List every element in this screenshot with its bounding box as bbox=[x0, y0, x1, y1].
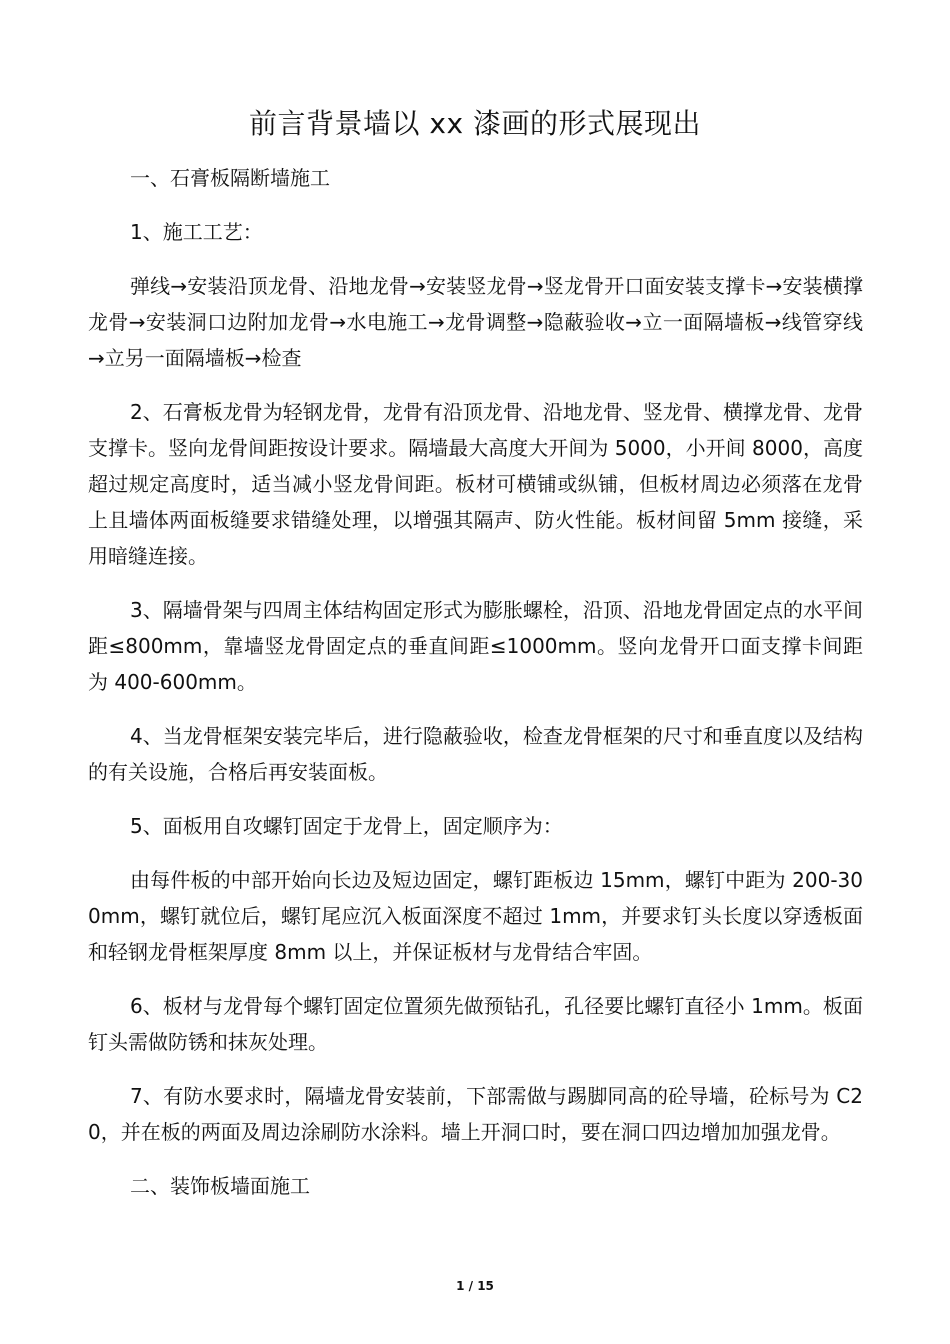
document-title: 前言背景墙以 xx 漆画的形式展现出 bbox=[249, 107, 701, 140]
paragraph-item-4: 4、当龙骨框架安装完毕后，进行隐蔽验收，检查龙骨框架的尺寸和垂直度以及结构的有关设施，合格后再安装面板。 bbox=[88, 724, 863, 784]
paragraph-item-6: 6、板材与龙骨每个螺钉固定位置须先做预钻孔，孔径要比螺钉直径小 1mm。板面钉头需做防锈和抹灰处理。 bbox=[88, 994, 863, 1054]
page-current: 1 bbox=[456, 1279, 465, 1293]
paragraph-item-7: 7、有防水要求时，隔墙龙骨安装前，下部需做与踢脚同高的砼导墙，砼标号为 C20，并在板的两面及周边涂刷防水涂料。墙上开洞口时，要在洞口四边增加加强龙骨。 bbox=[88, 1084, 863, 1144]
paragraph-item-5: 5、面板用自攻螺钉固定于龙骨上，固定顺序为： bbox=[130, 814, 563, 838]
page-total: 15 bbox=[477, 1279, 494, 1293]
section-heading-decorative-panel: 二、装饰板墙面施工 bbox=[130, 1174, 310, 1198]
paragraph-item-3: 3、隔墙骨架与四周主体结构固定形式为膨胀螺栓，沿顶、沿地龙骨固定点的水平间距≤800mm，靠墙竖龙骨固定点的垂直间距≤1000mm。竖向龙骨开口面支撑卡间距为 400-600mm。 bbox=[88, 598, 863, 694]
paragraph-item-5-detail: 由每件板的中部开始向长边及短边固定，螺钉距板边 15mm，螺钉中距为 200-300mm，螺钉就位后，螺钉尾应沉入板面深度不超过 1mm，并要求钉头长度以穿透板面和轻钢龙骨框架厚度 8mm 以上，并保证板材与龙骨结合牢固。 bbox=[88, 868, 863, 964]
page-separator: / bbox=[468, 1279, 474, 1293]
document-body bbox=[88, 160, 863, 1222]
page-number-footer bbox=[0, 1276, 950, 1296]
subheading-construction-process: 1、施工工艺： bbox=[130, 220, 263, 244]
section-heading-gypsum-partition: 一、石膏板隔断墙施工 bbox=[130, 166, 330, 190]
paragraph-item-2: 2、石膏板龙骨为轻钢龙骨，龙骨有沿顶龙骨、沿地龙骨、竖龙骨、横撑龙骨、龙骨支撑卡。竖向龙骨间距按设计要求。隔墙最大高度大开间为 5000，小开间 8000，高度超过规定高度时，适当减小竖龙骨间距。板材可横铺或纵铺，但板材周边必须落在龙骨上且墙体两面板缝要求错缝处理，以增强其隔声、防火性能。板材间留 5mm 接缝，采用暗缝连接。 bbox=[88, 400, 863, 568]
paragraph-process-flow: 弹线→安装沿顶龙骨、沿地龙骨→安装竖龙骨→竖龙骨开口面安装支撑卡→安装横撑龙骨→安装洞口边附加龙骨→水电施工→龙骨调整→隐蔽验收→立一面隔墙板→线管穿线→立另一面隔墙板→检查 bbox=[88, 274, 863, 370]
